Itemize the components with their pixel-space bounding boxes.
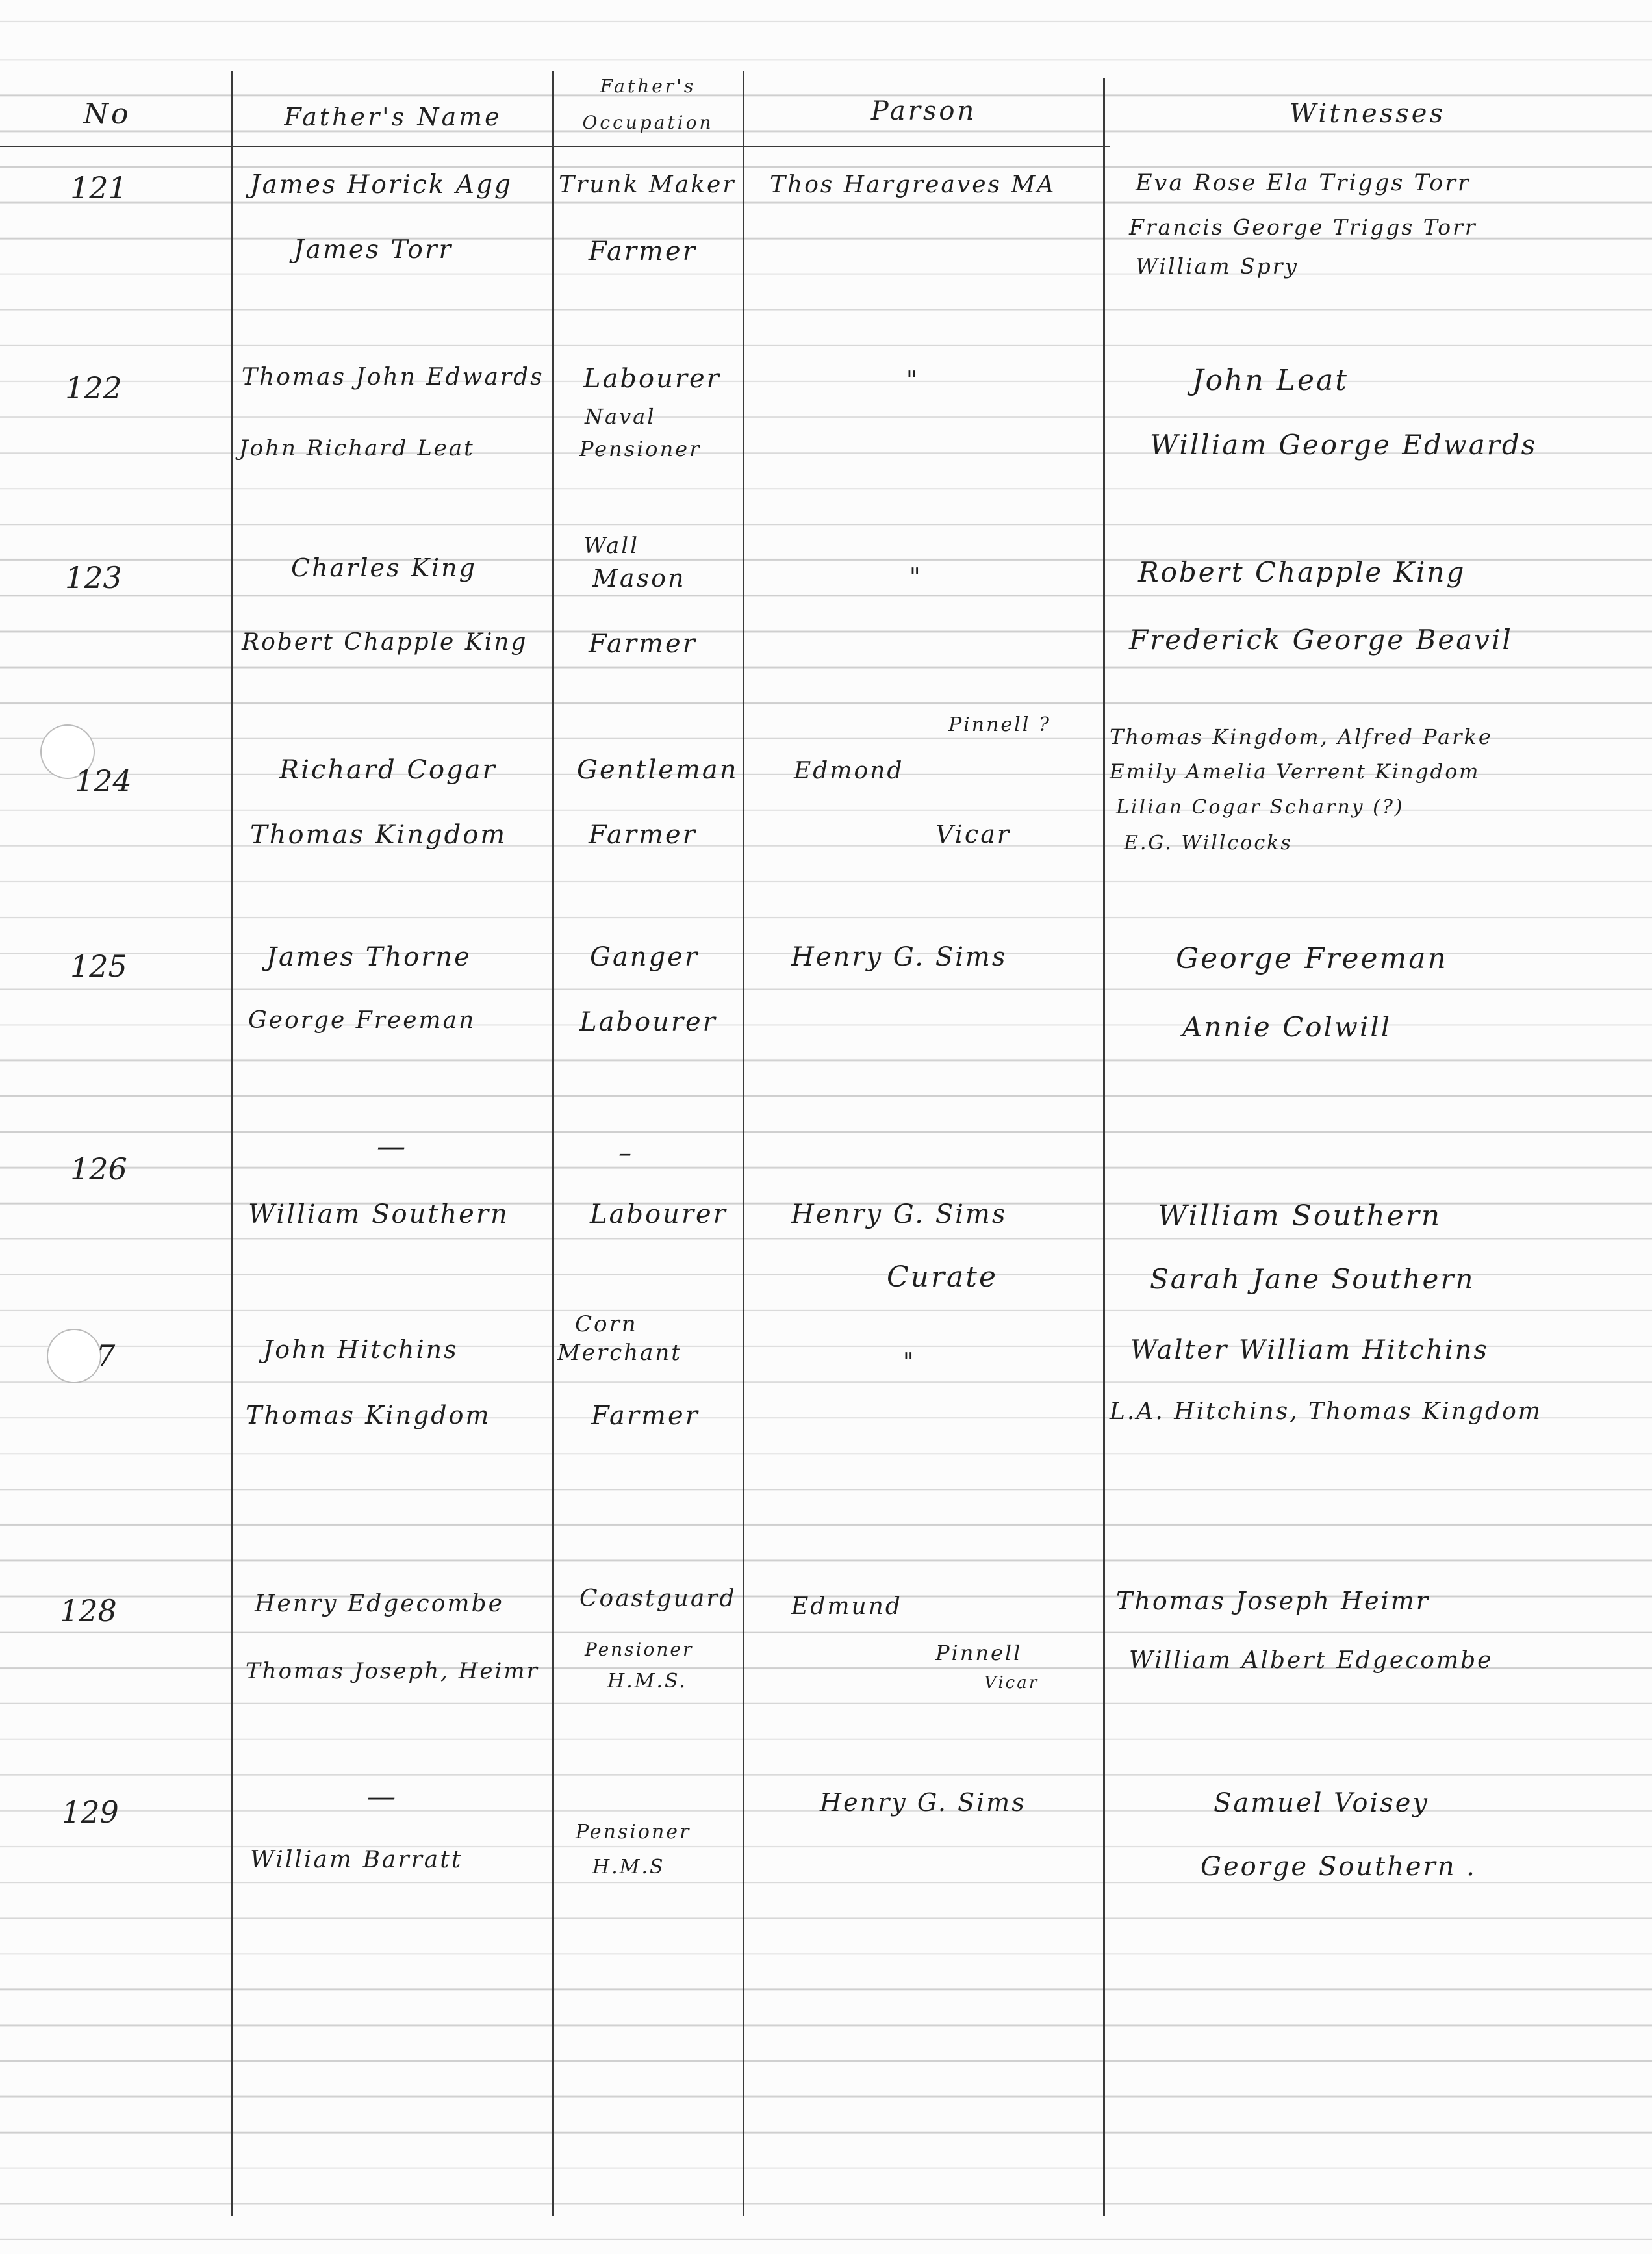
entry-number: 126 (70, 1151, 127, 1186)
header-parson: Parson (870, 96, 977, 126)
fathers-name-bride: Thomas Joseph, Heimr (246, 1658, 539, 1684)
witness: George Southern . (1201, 1852, 1477, 1882)
fathers-name-groom: Richard Cogar (279, 755, 497, 785)
occupation-groom: Gentleman (577, 755, 739, 785)
fathers-name-groom: James Horick Agg (250, 170, 513, 199)
header-no: No (83, 97, 131, 131)
parson-line1: Edmund (791, 1593, 902, 1620)
header-rule (0, 146, 1110, 147)
witness: Emily Amelia Verrent Kingdom (1110, 760, 1480, 784)
entry-number: 7 (96, 1338, 116, 1374)
entry-number: 128 (60, 1593, 117, 1628)
header-fathers-occupation-line2: Occupation (582, 112, 714, 133)
witness: Lilian Cogar Scharny (?) (1116, 796, 1404, 819)
fathers-name-bride: William Southern (248, 1199, 509, 1229)
occupation-bride-line1: Pensioner (585, 1639, 694, 1660)
fathers-name-groom: John Hitchins (263, 1335, 459, 1364)
witness: William Albert Edgecombe (1129, 1647, 1493, 1674)
occupation-groom-line1: Corn (575, 1311, 638, 1337)
witness: E.G. Willcocks (1124, 832, 1293, 854)
witness: L.A. Hitchins, Thomas Kingdom (1110, 1398, 1542, 1425)
header-witnesses: Witnesses (1290, 99, 1445, 129)
column-rule-3 (1103, 78, 1105, 2216)
fathers-name-groom: — (377, 1131, 407, 1164)
fathers-name-groom: Charles King (291, 554, 477, 582)
witness: Frederick George Beavil (1129, 624, 1513, 656)
fathers-name-bride: Thomas Kingdom (250, 820, 507, 850)
entry-number: 121 (70, 170, 127, 205)
witness: Thomas Joseph Heimr (1116, 1587, 1430, 1615)
parson: Thos Hargreaves MA (770, 172, 1056, 198)
occupation-bride-line1: Naval (585, 404, 656, 429)
witness: William Southern (1158, 1199, 1442, 1233)
witness: John Leat (1192, 364, 1349, 397)
fathers-name-bride: Robert Chapple King (242, 629, 528, 656)
witness: William George Edwards (1150, 429, 1538, 461)
occupation-bride: Farmer (589, 820, 697, 850)
witness: William Spry (1136, 253, 1299, 279)
fathers-name-bride: Thomas Kingdom (246, 1401, 491, 1429)
column-rule-2 (743, 71, 744, 2216)
parson: " (909, 564, 922, 591)
fathers-name-groom: — (367, 1780, 398, 1813)
witness: Robert Chapple King (1138, 556, 1466, 588)
occupation-bride-line2: Pensioner (579, 437, 702, 461)
entry-number: 123 (65, 560, 122, 595)
header-fathers-occupation-line1: Father's (600, 75, 696, 97)
fathers-name-bride: James Torr (294, 235, 453, 264)
fathers-name-groom: Henry Edgecombe (255, 1591, 504, 1617)
witness: Sarah Jane Southern (1150, 1263, 1475, 1295)
witness: Samuel Voisey (1214, 1788, 1430, 1818)
entry-number: 125 (70, 949, 127, 984)
occupation-groom: Trunk Maker (559, 172, 736, 198)
parson-line2: Pinnell (935, 1641, 1023, 1665)
fathers-name-groom: Thomas John Edwards (242, 364, 544, 391)
occupation-bride: Labourer (590, 1199, 728, 1229)
occupation-groom: Coastguard (579, 1585, 737, 1612)
occupation-bride-line2: H.M.S. (607, 1670, 687, 1693)
fathers-name-bride: William Barratt (250, 1847, 463, 1873)
occupation-bride: Farmer (589, 237, 697, 266)
occupation-groom: Labourer (583, 364, 721, 394)
parson: Henry G. Sims (820, 1788, 1026, 1817)
entry-number: 124 (75, 763, 132, 799)
occupation-groom-line2: Mason (592, 564, 686, 593)
parson-line1: Henry G. Sims (791, 1199, 1008, 1229)
fathers-name-groom: James Thorne (266, 942, 472, 972)
parson-line2: Curate (887, 1261, 998, 1294)
parson-line3: Vicar (935, 820, 1011, 849)
parson: " (906, 367, 919, 394)
witness: Walter William Hitchins (1130, 1335, 1489, 1365)
occupation-groom-line1: Wall (583, 533, 640, 559)
witness: Eva Rose Ela Triggs Torr (1136, 170, 1471, 196)
witness: Francis George Triggs Torr (1129, 214, 1477, 240)
witness: Annie Colwill (1182, 1011, 1392, 1043)
margin-rule (231, 71, 233, 2216)
parson-line2: Edmond (794, 758, 904, 784)
parson-line1: Pinnell ? (948, 713, 1051, 736)
occupation-bride: Labourer (579, 1007, 717, 1037)
parson-line3: Vicar (984, 1673, 1039, 1693)
entry-number: 122 (65, 370, 122, 405)
column-rule-1 (552, 71, 554, 2216)
parson: Henry G. Sims (791, 942, 1008, 972)
fathers-name-bride: George Freeman (248, 1007, 476, 1034)
occupation-groom: Ganger (590, 942, 699, 972)
entry-number: 129 (62, 1795, 119, 1830)
witness: Thomas Kingdom, Alfred Parke (1110, 724, 1493, 749)
occupation-groom-line2: Merchant (557, 1340, 682, 1366)
fathers-name-bride: John Richard Leat (239, 435, 475, 461)
occupation-bride: H.M.S (592, 1856, 665, 1878)
punch-hole-lower (47, 1329, 101, 1383)
witness: George Freeman (1176, 942, 1448, 975)
occupation-groom: Pensioner (576, 1821, 691, 1843)
header-fathers-name: Father's Name (284, 103, 502, 131)
parson: " (903, 1349, 916, 1376)
occupation-bride: Farmer (589, 629, 697, 659)
occupation-bride: Farmer (591, 1401, 700, 1431)
occupation-groom: – (618, 1138, 633, 1168)
